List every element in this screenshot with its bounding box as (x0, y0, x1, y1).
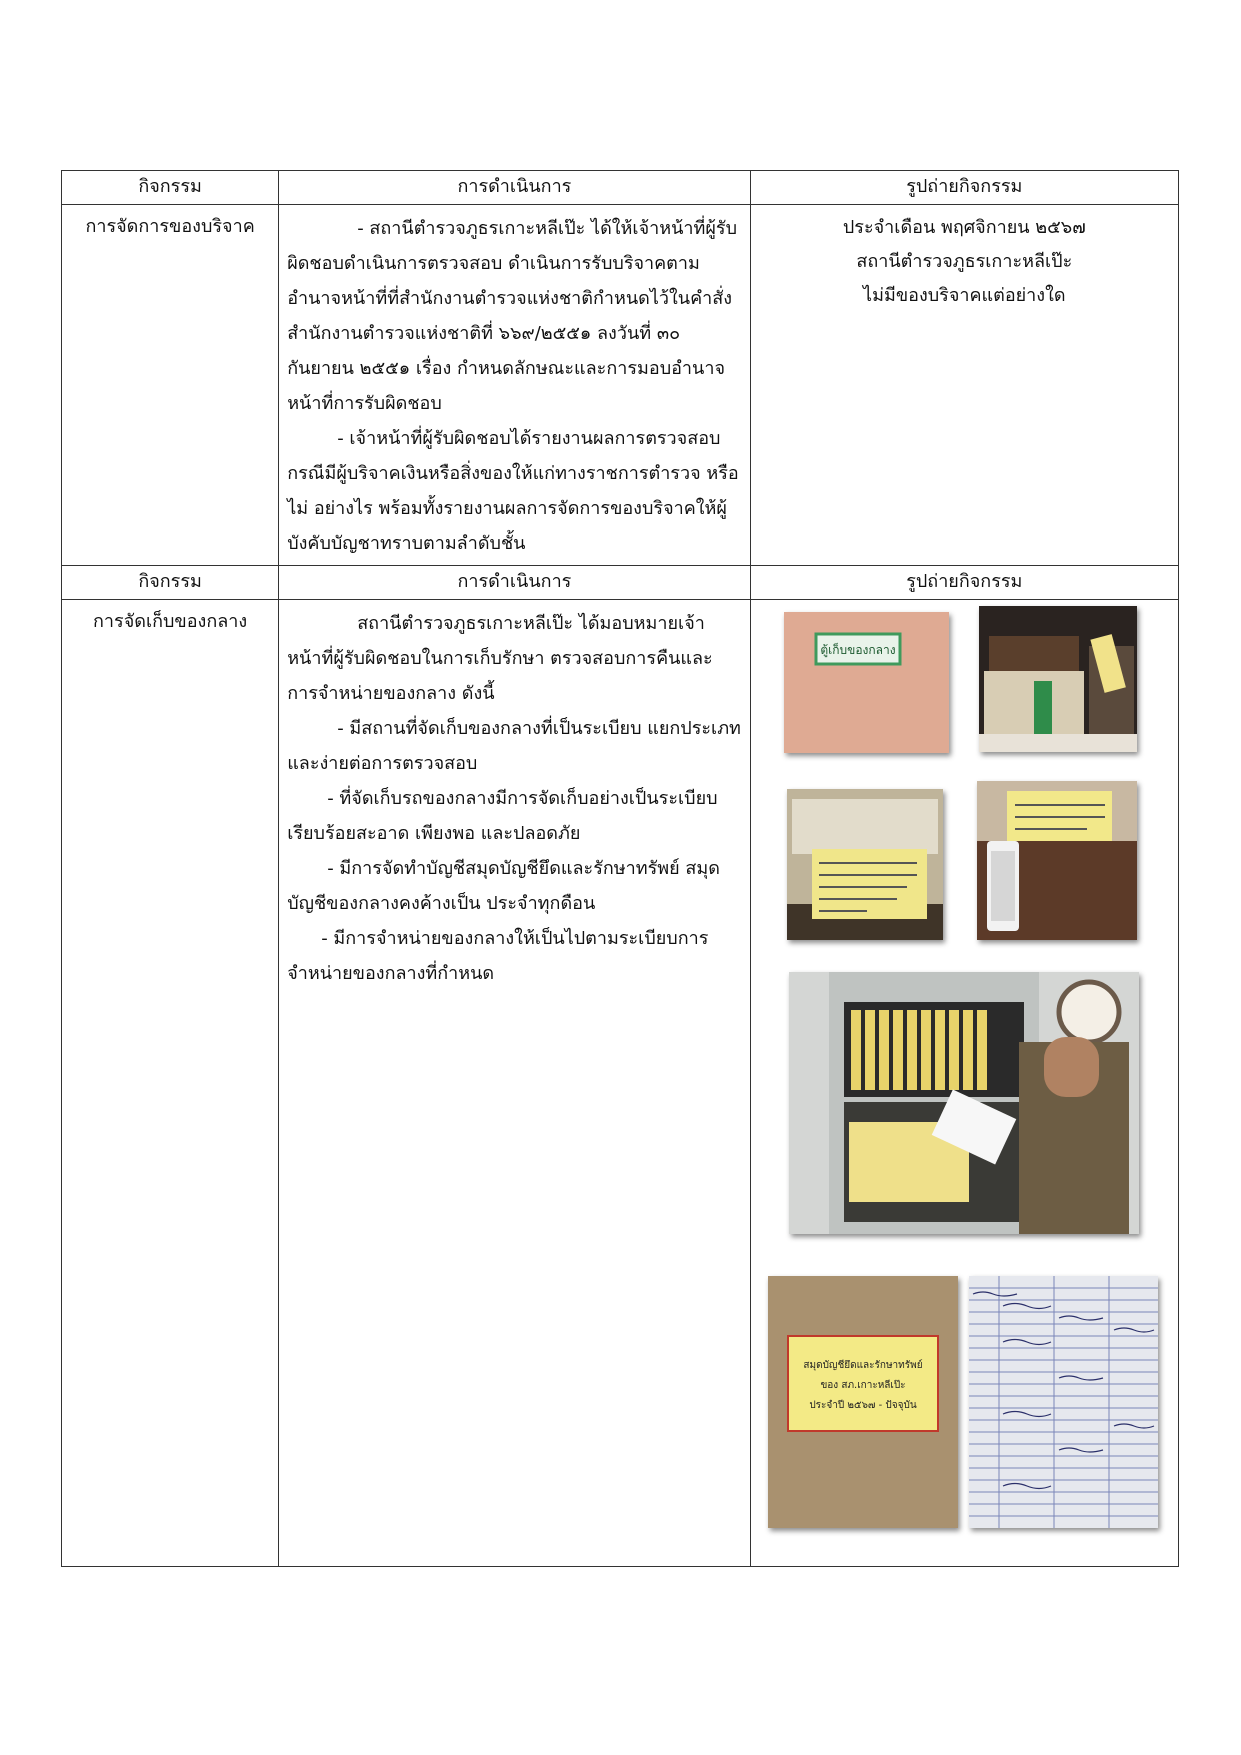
note-line: สถานีตำรวจภูธรเกาะหลีเป๊ะ (856, 251, 1073, 272)
paragraph: - ที่จัดเก็บรถของกลางมีการจัดเก็บอย่างเป็นระเบียบเรียบร้อยสะอาด เพียงพอ และปลอดภัย (287, 788, 718, 844)
ledger-cover-photo (768, 1276, 958, 1528)
paragraph: - เจ้าหน้าที่ผู้รับผิดชอบได้รายงานผลการตรวจสอบกรณีมีผู้บริจาคเงินหรือสิ่งของให้แก่ทางราชการตำรวจ หรือไม่ อย่างไร พร้อมทั้งรายงานผลการจัดการของบริจาคให้ผู้บังคับบัญชาทราบตามลำดับชั้น (287, 428, 739, 554)
header-operation: การดำเนินการ (279, 566, 750, 600)
sign-text: ตู้เก็บของกลาง (819, 643, 896, 657)
header-photo: รูปถ่ายกิจกรรม (750, 171, 1178, 205)
header-photo: รูปถ่ายกิจกรรม (750, 566, 1178, 600)
ledger-label-line: สมุดบัญชียึดและรักษาทรัพย์ (803, 1360, 923, 1371)
activity-table (61, 170, 1179, 1567)
note-line: ประจำเดือน พฤศจิกายน ๒๕๖๗ (842, 217, 1086, 238)
table-header-row (62, 171, 1179, 205)
paragraph: - สถานีตำรวจภูธรเกาะหลีเป๊ะ ได้ให้เจ้าหน้าที่ผู้รับผิดชอบดำเนินการตรวจสอบ ดำเนินการรับบริจาคตามอำนาจหน้าที่ที่สำนักงานตำรวจแห่งชาติกำหนดไว้ในคำสั่งสำนักงานตำรวจแห่งชาติที่ ๖๖๙/๒๕๕๑ ลงวันที่ ๓๐ กันยายน ๒๕๕๑ เรื่อง กำหนดลักษณะและการมอบอำนาจหน้าที่การรับผิดชอบ (287, 218, 738, 414)
photo-gallery (750, 600, 1178, 1567)
table-row (62, 205, 1179, 566)
operation-text (279, 205, 750, 566)
ledger-label-line: ของ สภ.เกาะหลีเป๊ะ (820, 1380, 906, 1391)
header-activity: กิจกรรม (62, 171, 279, 205)
paragraph: - มีการจัดทำบัญชีสมุดบัญชียึดและรักษาทรัพย์ สมุดบัญชีของกลางคงค้างเป็น ประจำทุกดือน (287, 858, 720, 914)
evidence-locker-sign-photo (784, 612, 949, 753)
paragraph: สถานีตำรวจภูธรเกาะหลีเป๊ะ ได้มอบหมายเจ้าหน้าที่ผู้รับผิดชอบในการเก็บรักษา ตรวจสอบการคืนและการจำหน่ายของกลาง ดังนี้ (287, 613, 713, 704)
activity-name: การจัดการของบริจาค (62, 205, 279, 566)
paragraph: - มีสถานที่จัดเก็บของกลางที่เป็นระเบียบ แยกประเภทและง่ายต่อการตรวจสอบ (287, 718, 741, 774)
ledger-page-photo (969, 1276, 1158, 1528)
paragraph: - มีการจำหน่ายของกลางให้เป็นไปตามระเบียบการจำหน่ายของกลางที่กำหนด (287, 928, 709, 984)
officer-cabinet-photo (789, 972, 1139, 1234)
bags-on-shelf-photo (979, 606, 1137, 752)
ledger-label-line: ประจำปี ๒๕๖๗ - ปัจจุบัน (808, 1400, 917, 1411)
note-line: ไม่มีของบริจาคแต่อย่างใด (863, 285, 1066, 306)
table-row (62, 600, 1179, 1567)
header-operation: การดำเนินการ (279, 171, 750, 205)
photo-note (750, 205, 1178, 566)
activity-name: การจัดเก็บของกลาง (62, 600, 279, 1567)
phone-in-bag-photo (977, 781, 1137, 940)
evidence-bag-photo (787, 789, 943, 940)
header-activity: กิจกรรม (62, 566, 279, 600)
operation-text (279, 600, 750, 1567)
table-header-row (62, 566, 1179, 600)
